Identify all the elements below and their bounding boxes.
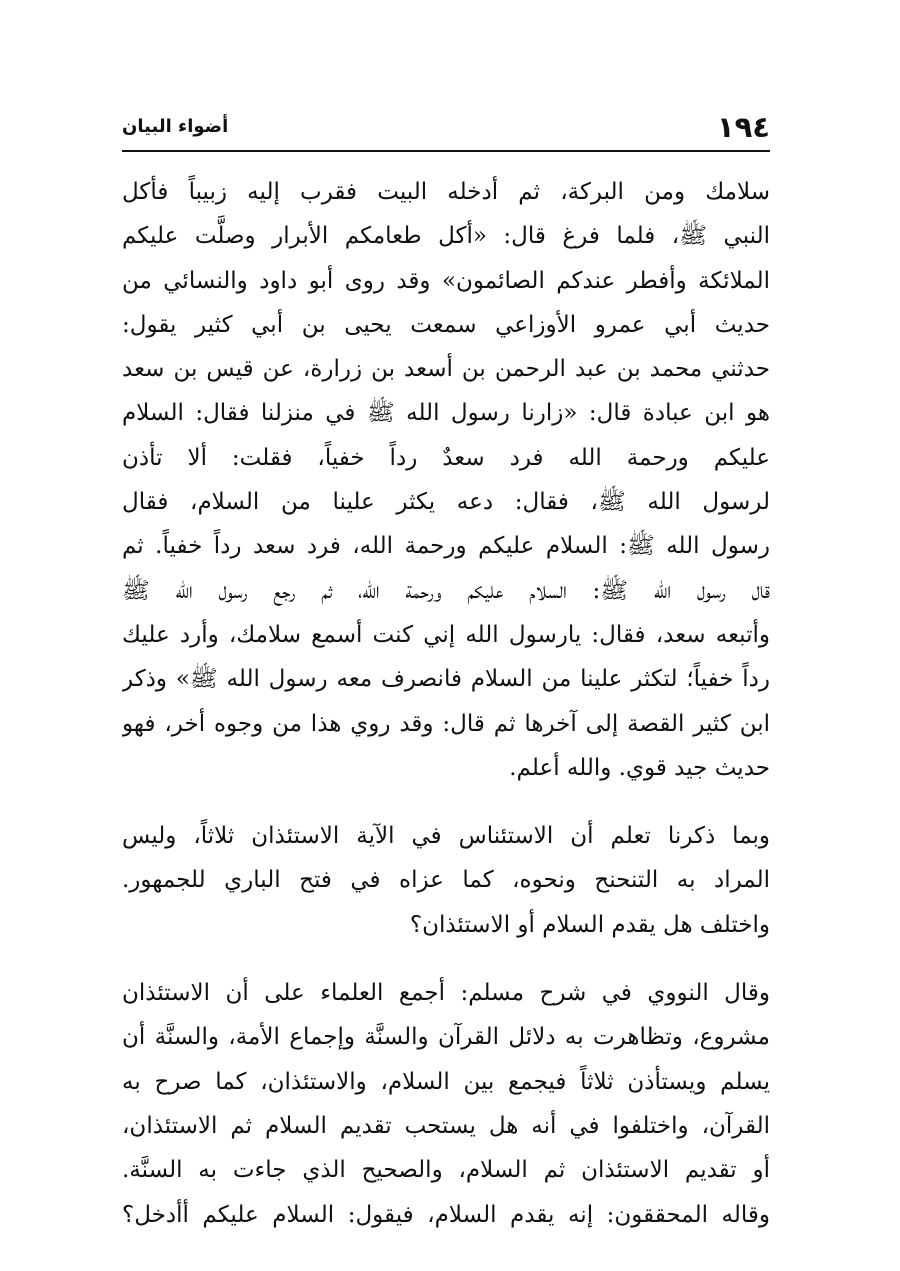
page-header [122,108,770,148]
page-number: ١٩٤ [716,110,770,144]
text-line: أو تقديم الاستئذان ثم السلام، والصحيح الذي جاءت به السنَّة. [122,1157,770,1184]
text-line: وأتبعه سعد، فقال: يارسول الله إني كنت أسمع سلامك، وأرد عليك [122,621,770,648]
text-line: ابن كثير القصة إلى آخرها ثم قال: وقد روي هذا من وجوه أخر، فهو [122,710,770,737]
text-line: القرآن، واختلفوا في أنه هل يستحب تقديم السلام ثم الاستئذان، [122,1112,770,1139]
paragraph-2 [122,814,770,947]
text-line: لرسول الله ﷺ، فقال: دعه يكثر علينا من السلام، فقال [122,489,770,516]
text-line: وبما ذكرنا تعلم أن الاستئناس في الآية الاستئذان ثلاثاً، وليس [122,823,770,850]
text-line: سلامك ومن البركة، ثم أدخله البيت فقرب إليه زبيباً فأكل [122,179,770,205]
text-line: عليكم ورحمة الله فرد سعدٌ رداً خفياً، فقلت: ألا تأذن [122,444,770,471]
text-line: وقال النووي في شرح مسلم: أجمع العلماء على أن الاستئذان [122,980,770,1007]
text-line: رداً خفياً؛ لتكثر علينا من السلام فانصرف معه رسول الله ﷺ» وذكر [122,666,770,693]
text-line: وقاله المحققون: إنه يقدم السلام، فيقول: السلام عليكم أأدخل؟ [122,1201,770,1228]
text-line: يسلم ويستأذن ثلاثاً فيجمع بين السلام، والاستئذان، كما صرح به [122,1068,770,1095]
text-line: النبي ﷺ، فلما فرغ قال: «أكل طعامكم الأبرار وصلَّت عليكم [122,223,770,250]
header-divider [122,150,770,152]
paragraph-3 [122,971,770,1237]
text-line: قال رسول الله ﷺ: السلام عليكم ورحمة الله، ثم رجع رسول الله ﷺ [122,577,770,604]
paragraph-spacer [122,790,770,814]
body-text [122,170,770,1237]
text-line: مشروع، وتظاهرت به دلائل القرآن والسنَّة وإجماع الأمة، والسنَّة أن [122,1024,770,1051]
text-line: حديث جيد قوي. والله أعلم. [509,754,770,781]
book-title: أضواء البيان [122,116,229,137]
text-line: المراد به التنحنح ونحوه، كما عزاه في فتح الباري للجمهور. [122,867,770,894]
text-line: الملائكة وأفطر عندكم الصائمون» وقد روى أبو داود والنسائي من [122,267,770,294]
text-line: رسول الله ﷺ: السلام عليكم ورحمة الله، فرد سعد رداً خفياً. ثم [122,533,770,560]
text-line: هو ابن عبادة قال: «زارنا رسول الله ﷺ في منزلنا فقال: السلام [122,400,770,427]
text-line: حديث أبي عمرو الأوزاعي سمعت يحيى بن أبي كثير يقول: [122,311,770,338]
text-line: واختلف هل يقدم السلام أو الاستئذان؟ [409,911,770,938]
paragraph-1 [122,170,770,790]
text-line: حدثني محمد بن عبد الرحمن بن أسعد بن زرارة، عن قيس بن سعد [122,356,770,383]
paragraph-spacer [122,947,770,971]
